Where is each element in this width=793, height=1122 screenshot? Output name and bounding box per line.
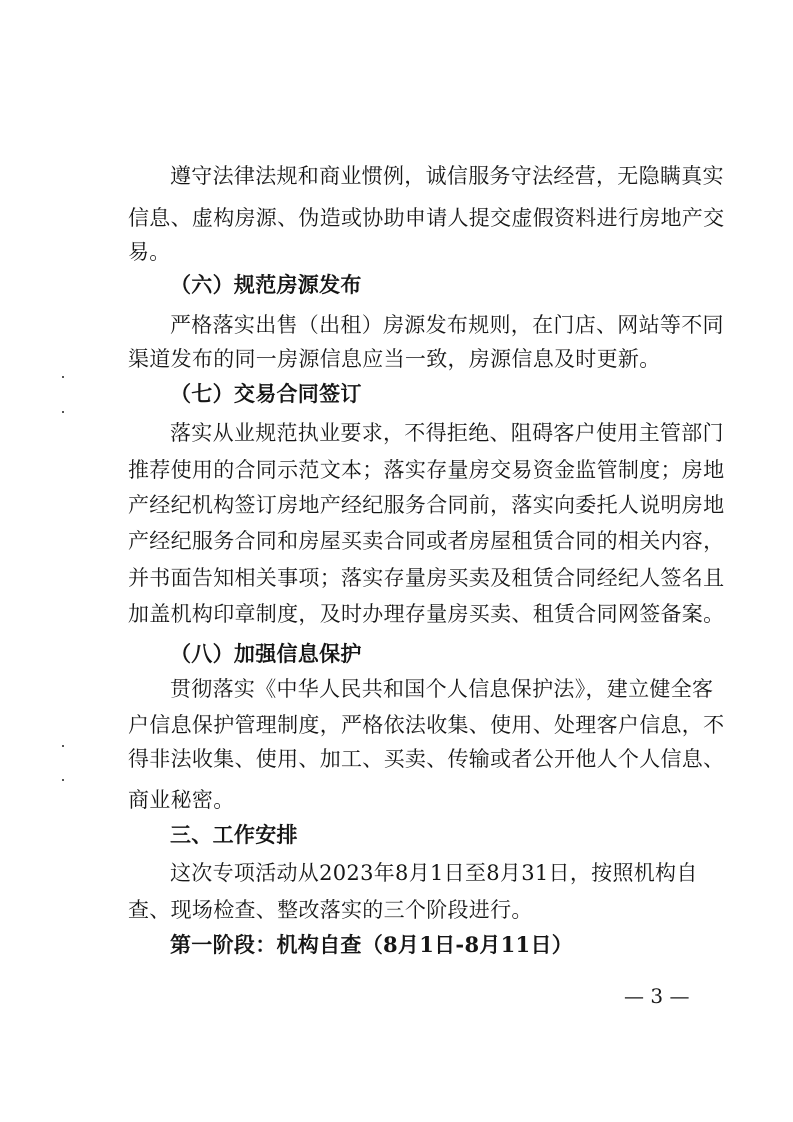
paragraph-line: 加盖机构印章制度，及时办理存量房买卖、租赁合同网签备案。	[128, 602, 725, 626]
paragraph-line: 查、现场检查、整改落实的三个阶段进行。	[128, 898, 533, 922]
paragraph-line: 落实从业规范执业要求，不得拒绝、阻碍客户使用主管部门	[170, 421, 724, 445]
page-number: — 3 —	[624, 984, 690, 1008]
section-heading: （七）交易合同签订	[170, 381, 362, 406]
paragraph-line: 商业秘密。	[128, 788, 235, 812]
paragraph-line: 严格落实出售（出租）房源发布规则，在门店、网站等不同	[170, 313, 724, 337]
paragraph-line: 信息、虚构房源、伪造或协助申请人提交虚假资料进行房地产交	[128, 206, 725, 230]
paragraph-line: 户信息保护管理制度，严格依法收集、使用、处理客户信息，不	[128, 713, 725, 737]
paragraph-line: 这次专项活动从2023年8月1日至8月31日，按照机构自	[170, 861, 698, 885]
paragraph-line: 产经纪机构签订房地产经纪服务合同前，落实向委托人说明房地	[128, 493, 725, 517]
paragraph-line: 渠道发布的同一房源信息应当一致，房源信息及时更新。	[128, 347, 661, 371]
scan-dot	[62, 745, 64, 747]
scan-dot	[62, 779, 64, 781]
phase-heading: 第一阶段：机构自查（8月1日-8月11日）	[170, 932, 574, 957]
paragraph-line: 易。	[128, 240, 171, 264]
scan-dot	[62, 376, 64, 378]
paragraph-line: 得非法收集、使用、加工、买卖、传输或者公开他人个人信息、	[128, 747, 725, 771]
section-heading: 三、工作安排	[170, 822, 298, 847]
section-heading: （六）规范房源发布	[170, 272, 362, 297]
paragraph-line: 产经纪服务合同和房屋买卖合同或者房屋租赁合同的相关内容，	[128, 529, 725, 553]
paragraph-line: 贯彻落实《中华人民共和国个人信息保护法》，建立健全客	[170, 677, 714, 701]
paragraph-line: 推荐使用的合同示范文本；落实存量房交易资金监管制度；房地	[128, 458, 725, 482]
paragraph-line: 遵守法律法规和商业惯例，诚信服务守法经营，无隐瞒真实	[170, 164, 724, 188]
section-heading: （八）加强信息保护	[170, 641, 362, 666]
paragraph-line: 并书面告知相关事项；落实存量房买卖及租赁合同经纪人签名且	[128, 566, 725, 590]
scan-dot	[62, 411, 64, 413]
